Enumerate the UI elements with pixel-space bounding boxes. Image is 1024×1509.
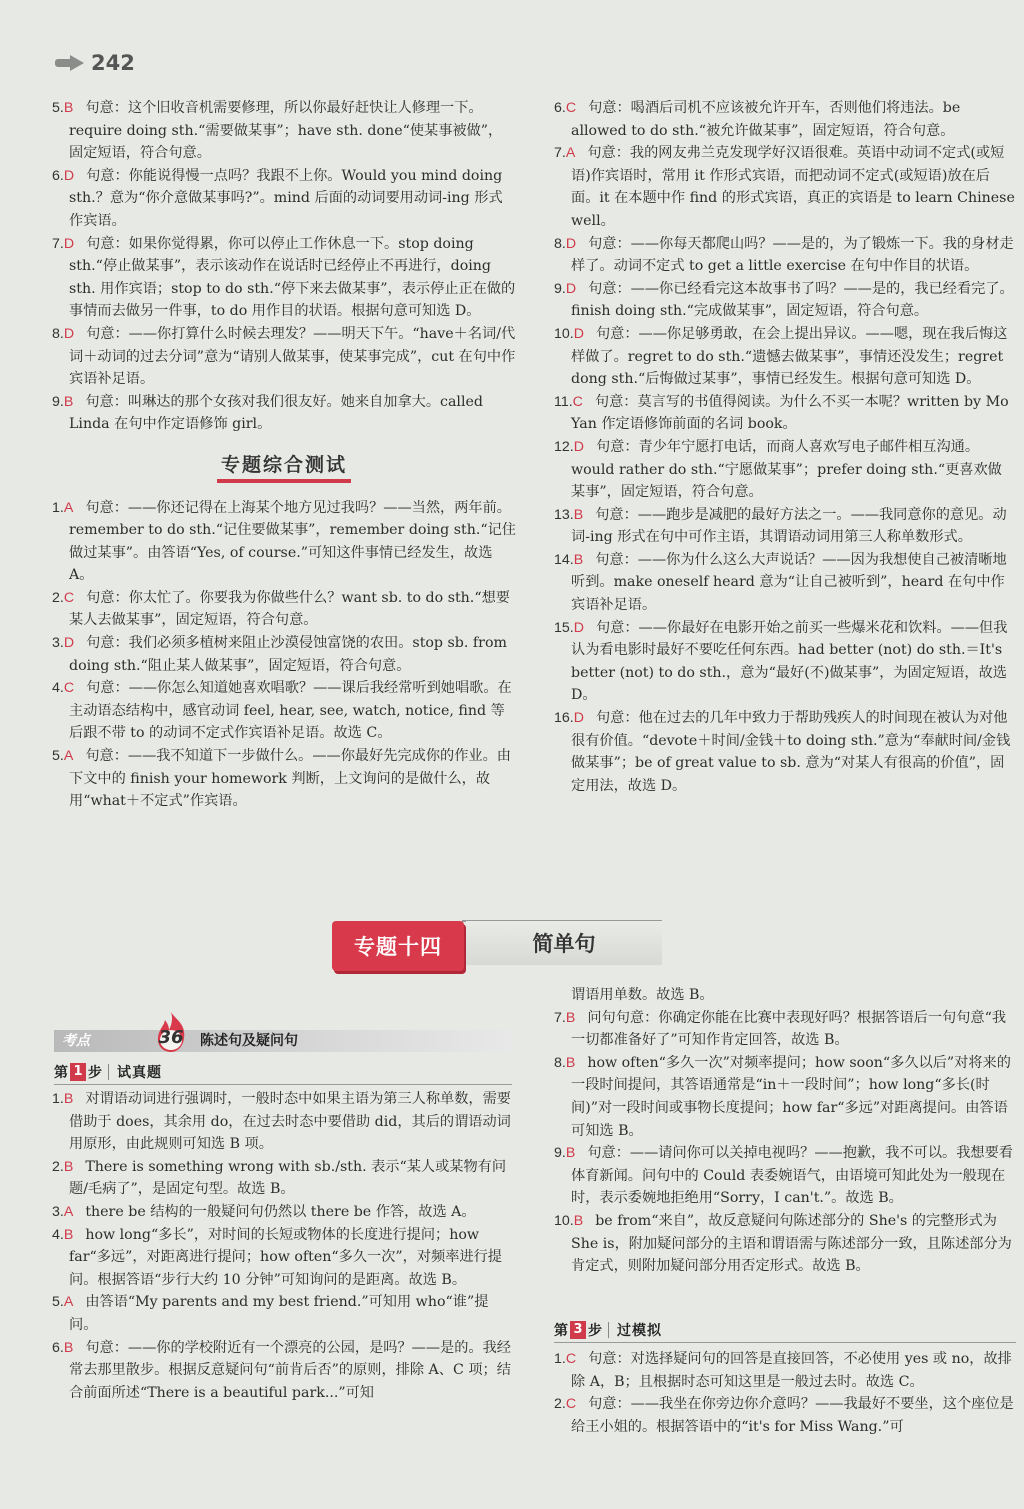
answer-letter: B [63,393,74,410]
answer-letter: D [63,325,75,342]
answer-letter: B [63,1158,74,1175]
right-column [554,97,1016,797]
answer-item [52,1337,516,1405]
answer-item [52,165,516,233]
answer-item [554,436,1016,504]
item-number: 16. [554,710,574,727]
answer-letter: B [565,1145,576,1162]
answer-list [52,497,516,813]
item-number: 5. [52,748,64,765]
explanation-text: 句意：对选择疑问句的回答是直接回答，不必使用 yes 或 no，故排除 A，B；且根据时态可知这里是一般过去时。故选 C。 [571,1351,1012,1390]
item-number: 13. [554,506,574,523]
explanation-text: 句意：我们必须多植树来阻止沙漠侵蚀富饶的农田。stop sb. from doing sth.“阻止某人做某事”，固定短语，符合句意。 [69,635,507,674]
step-prefix: 第 [554,1323,568,1339]
answer-letter: D [573,325,584,342]
section-number: 36 [158,1027,184,1048]
explanation-text: 句意：——你最好在电影开始之前买一些爆米花和饮料。——但我认为看电影时最好不要吃任何东西。had better (not) do sth.＝It's better (not) to do sth.，意为“最好(不)做某事”，为固定短语，故选 D。 [571,619,1008,704]
item-number: 6. [52,1339,64,1356]
explanation-text: how long“多长”，对时间的长短或物体的长度进行提问；how far“多远”，对距离进行提问；how often“多久一次”，对频率进行提问。根据答语“步行大约 10 分钟”可知询问的是距离。故选 B。 [69,1226,502,1288]
explanation-text: 由答语“My parents and my best friend.”可知用 who“谁”提问。 [69,1294,489,1333]
answer-item [52,97,516,165]
item-number: 8. [554,235,566,252]
item-number: 8. [52,325,64,342]
item-number: 14. [554,551,574,568]
answer-item [554,1348,1016,1393]
answer-letter: A [63,1203,74,1220]
answer-letter: B [573,506,584,523]
item-number: 10. [554,325,574,342]
answer-item [52,391,516,436]
answer-list [52,97,516,436]
answer-item [52,632,516,677]
topic-label: 专题十四 [332,921,464,971]
item-number: 1. [52,499,64,516]
answer-item [554,1210,1016,1278]
explanation-text: 句意：叫琳达的那个女孩对我们很友好。她来自加拿大。called Linda 在句中作定语修饰 girl。 [69,393,483,433]
explanation-text: there be 结构的一般疑问句仍然以 there be 作答，故选 A。 [85,1203,476,1220]
explanation-text: how often“多久一次”对频率提问；how soon“多久以后”对将来的一段时间提问，其答语通常是“in＋一段时间”；how long“多长(时间)”对一段时间或事物长度提问；how far“多远”对距离提问。由答语可知选 B。 [571,1054,1011,1139]
explanation-text: be from“来自”，故反意疑问句陈述部分的 She's 的完整形式为 She is，附加疑问部分的主语和谓语需与陈述部分一致，且陈述部分为肯定式，则附加疑问部分用否定形式。故选 B。 [571,1212,1012,1275]
answer-item [554,617,1016,707]
answer-letter: A [63,1294,74,1311]
answer-letter: D [565,280,577,297]
explanation-text: 句意：你能说得慢一点吗？我跟不上你。Would you mind doing sth.？意为“你介意做某事吗?”。mind 后面的动词要用动词-ing 形式作宾语。 [69,167,503,229]
item-number: 3. [52,1203,64,1220]
explanation-text: 句意：——你还记得在上海某个地方见过我吗？——当然，两年前。remember to do sth.“记住要做某事”，remember doing sth.“记住做过某事”。由答语“Yes, of course.”可知这件事情已经发生，故选 A。 [69,499,516,584]
answer-item [554,142,1016,232]
answer-item [52,1088,516,1156]
explanation-text: 句意：我的网友弗兰克发现学好汉语很难。英语中动词不定式(或短语)作宾语时，常用 it 作形式宾语，而把动词不定式(或短语)放在后面。it 在本题中作 find 的形式宾语，真正的宾语是 to learn Chinese well。 [571,145,1015,229]
topic-title: 简单句 [466,921,662,965]
topic-banner [332,917,662,971]
item-number: 15. [554,619,574,636]
answer-item [554,549,1016,617]
answer-letter: C [63,589,75,606]
answer-item [52,497,516,587]
step-number: 3 [570,1321,586,1339]
explanation-text: 句意：莫言写的书值得阅读。为什么不买一本呢？written by Mo Yan 作定语修饰前面的名词 book。 [571,393,1009,433]
left-column [52,97,516,813]
item-number: 2. [52,1158,64,1175]
answer-list [554,1348,1016,1438]
explanation-text: 句意：——我坐在你旁边你介意吗？——我最好不要坐，这个座位是给王小姐的。根据答语中的“it's for Miss Wang.”可 [571,1396,1014,1435]
page-header [55,48,135,78]
explanation-text: 句意：——我不知道下一步做什么。——你最好先完成你的作业。由下文中的 finish your homework 判断，上文询问的是做什么，故用“what＋不定式”作宾语。 [69,748,511,810]
answer-letter: B [573,1212,584,1229]
explanation-text: 句意：青少年宁愿打电话，而商人喜欢写电子邮件相互沟通。would rather do sth.“宁愿做某事”；prefer doing sth.“更喜欢做某事”，固定短语，符合句意。 [571,438,1002,501]
right-bottom-column [554,984,1016,1278]
answer-item [52,1291,516,1336]
explanation-text: 句意：如果你觉得累，你可以停止工作休息一下。stop doing sth.“停止做某事”，表示该动作在说话时已经停止不再进行，doing sth. 用作宾语；stop to do sth.“停下来去做某事”，表示停止正在做的事情而去做另一件事，to do 用作目的状语。根据句意可知选 D。 [69,235,516,320]
answer-letter: D [63,235,75,252]
answer-item [554,391,1016,436]
item-number: 9. [52,393,64,410]
answer-letter: C [63,680,75,697]
explanation-text: 句意：——请问你可以关掉电视吗？——抱歉，我不可以。我想要看体育新闻。问句中的 Could 表委婉语气，由语境可知此处为一般现在时，表示委婉地拒绝用“Sorry，I can't.”。故选 B。 [571,1145,1013,1207]
item-number: 1. [554,1351,566,1367]
item-number: 11. [554,393,573,410]
left-bottom-column [52,1088,516,1404]
item-number: 1. [52,1091,64,1107]
answer-item [554,323,1016,391]
answer-letter: A [63,499,74,516]
answer-letter: B [63,1226,74,1243]
answer-item [554,707,1016,797]
item-number: 7. [554,1009,566,1026]
explanation-text: 句意：——你已经看完这本故事书了吗？——是的，我已经看完了。finish doing sth.“完成做某事”，固定短语，符合句意。 [571,280,1014,320]
item-number: 4. [52,680,64,697]
test-title: 专题综合测试 [217,454,351,483]
answer-letter: C [565,1351,577,1367]
answer-letter: B [63,1339,74,1356]
step-prefix: 第 [54,1065,68,1081]
answer-item [554,1052,1016,1142]
answer-letter: D [573,619,584,636]
item-number: 7. [52,235,64,252]
continued-text: 谓语用单数。故选 B。 [571,987,714,1003]
section-prefix: 考点 [62,1033,90,1049]
item-number: 2. [52,589,64,606]
answer-item [554,233,1016,278]
answer-letter: B [565,1009,576,1026]
item-number: 9. [554,1145,566,1162]
item-number: 2. [554,1396,566,1413]
page-number: 242 [91,51,135,75]
item-number: 8. [554,1054,566,1071]
explanation-text: 问句句意：你确定你能在比赛中表现好吗？根据答语后一句句意“我一切都准备好了”可知作肯定回答，故选 B。 [571,1009,1007,1049]
explanation-text: 句意：这个旧收音机需要修理，所以你最好赶快让人修理一下。require doing sth.“需要做某事”；have sth. done“使某事被做”，固定短语，符合句意。 [69,100,503,162]
answer-letter: D [573,438,584,455]
step-suffix: 步 [588,1323,602,1339]
answer-letter: C [572,393,583,410]
test-section-heading [52,454,516,483]
answer-letter: A [565,145,576,162]
explanation-text: 句意：喝酒后司机不应该被允许开车，否则他们将违法。be allowed to do sth.“被允许做某事”，固定短语，符合句意。 [571,100,961,139]
answer-item [554,504,1016,549]
item-number: 6. [52,167,64,184]
step3-column [554,1348,1016,1438]
answer-letter: B [63,100,74,116]
answer-letter: D [565,235,577,252]
answer-item [52,233,516,323]
item-number: 7. [554,145,566,162]
answer-letter: B [63,1091,74,1107]
answer-item [554,1393,1016,1438]
item-number: 4. [52,1226,64,1243]
explanation-text: 句意：你太忙了。你要我为你做些什么？want sb. to do sth.“想要某人去做某事”，固定短语，符合句意。 [69,589,510,629]
step-label: 试真题 [117,1065,162,1081]
answer-item [52,677,516,745]
item-number: 10. [554,1212,574,1229]
arrow-icon [55,55,85,71]
explanation-text: 句意：——你为什么这么大声说话？——因为我想使自己被清晰地听到。make oneself heard 意为“让自己被听到”，heard 在句中作宾语补足语。 [571,551,1007,614]
answer-item [52,587,516,632]
answer-letter: C [565,1396,577,1413]
answer-item [52,323,516,391]
answer-letter: D [573,710,584,727]
step-heading [54,1060,512,1085]
step-heading [554,1318,1016,1343]
answer-item [554,278,1016,323]
item-number: 5. [52,1294,64,1311]
answer-item [554,1142,1016,1210]
item-number: 9. [554,280,566,297]
explanation-text: 句意：——你足够勇敢，在会上提出异议。——嗯，现在我后悔这样做了。regret to do sth.“遗憾去做某事”，事情还没发生；regret dong sth.“后悔做过某事”，事情已经发生。根据句意可知选 D。 [571,325,1008,388]
explanation-text: 对谓语动词进行强调时，一般时态中如果主语为第三人称单数，需要借助于 does，其余用 do，在过去时态中要借助 did，其后的谓语动词用原形，由此规则可知选 B 项。 [69,1091,511,1153]
item-number: 5. [52,100,64,116]
answer-item [52,1201,516,1224]
section-heading [54,1024,512,1054]
explanation-text: 句意：——跑步是减肥的最好方法之一。——我同意你的意见。动词-ing 形式在句中可作主语，其谓语动词用第三人称单数形式。 [571,506,1007,546]
answer-letter: C [565,100,577,116]
answer-letter: D [63,635,75,652]
answer-list [554,1007,1016,1278]
explanation-text: 句意：——你的学校附近有一个漂亮的公园，是吗？——是的。我经常去那里散步。根据反意疑问句“前肯后否”的原则，排除 A、C 项；结合前面所述“There is a beautiful park...”可知 [69,1339,511,1401]
item-number: 6. [554,100,566,116]
step-label: 过模拟 [617,1323,662,1339]
item-number: 12. [554,438,574,455]
answer-letter: A [63,748,74,765]
answer-item [554,1007,1016,1052]
explanation-text: 句意：他在过去的几年中致力于帮助残疾人的时间现在被认为对他很有价值。“devote＋时间/金钱＋to doing sth.”意为“奉献时间/金钱做某事”；be of great value to sb. 意为“对某人有很高的价值”，固定用法，故选 D。 [571,710,1011,794]
explanation-text: There is something wrong with sb./sth. 表示“某人或某物有问题/毛病了”，是固定句型。故选 B。 [69,1158,507,1198]
answer-item [52,745,516,813]
answer-letter: B [573,551,584,568]
section-title: 陈述句及疑问句 [200,1033,298,1049]
answer-list [554,97,1016,797]
step-suffix: 步 [88,1065,102,1081]
answer-item [52,1156,516,1201]
answer-list [52,1088,516,1404]
step-number: 1 [70,1063,86,1081]
answer-item [52,1224,516,1292]
item-number: 3. [52,635,64,652]
explanation-text: 句意：——你怎么知道她喜欢唱歌？——课后我经常听到她唱歌。在主动语态结构中，感官动词 feel, hear, see, watch, notice, find 等后跟不带 to 的动词不定式作宾语补足语。故选 C。 [69,680,512,742]
answer-letter: D [63,167,75,184]
explanation-text: 句意：——你打算什么时候去理发？——明天下午。“have＋名词/代词＋动词的过去分词”意为“请别人做某事，使某事完成”，cut 在句中作宾语补足语。 [69,325,516,388]
explanation-text: 句意：——你每天都爬山吗？——是的，为了锻炼一下。我的身材走样了。动词不定式 to get a little exercise 在句中作目的状语。 [571,235,1014,275]
answer-letter: B [565,1054,576,1071]
answer-item [554,97,1016,142]
